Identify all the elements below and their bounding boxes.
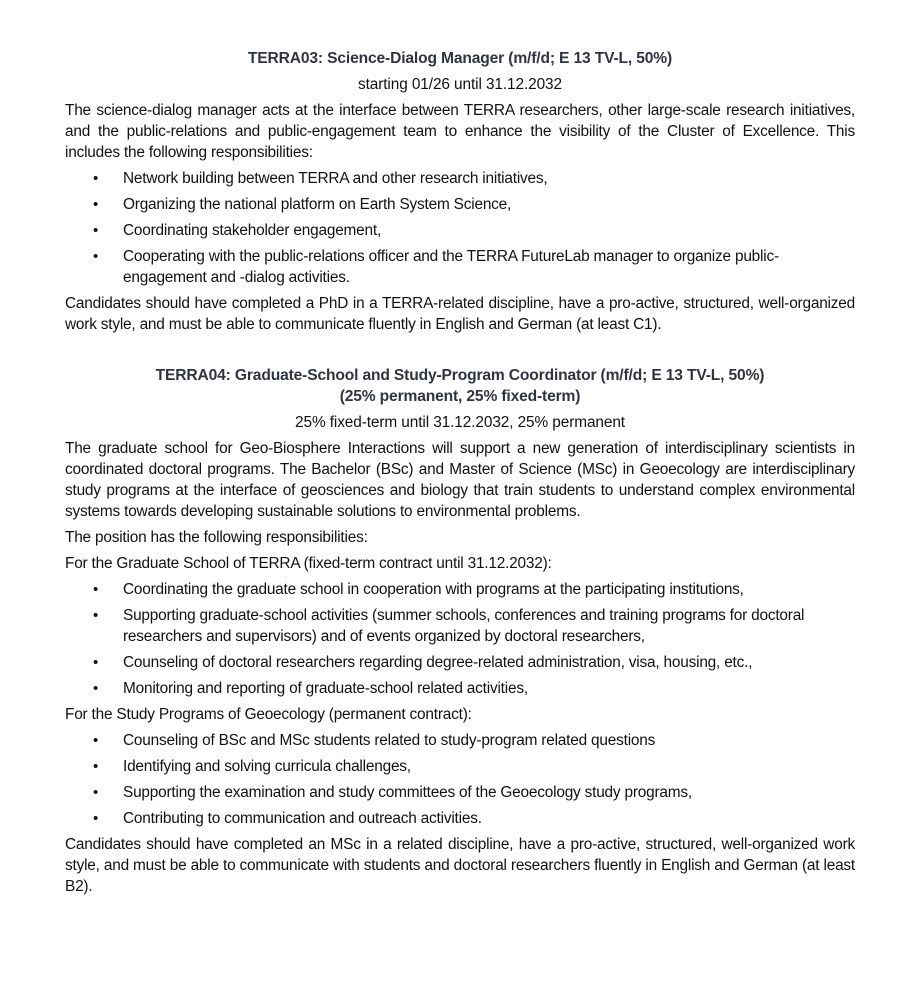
section-spacer: [65, 340, 855, 365]
bullet-icon: •: [93, 222, 99, 239]
list-item: • Coordinating stakeholder engagement,: [93, 222, 382, 239]
bullet-icon: •: [93, 680, 99, 697]
list-item: • Cooperating with the public-relations officer and the TERRA FutureLab manager to organize public-engagement and -dialog activities.: [93, 248, 779, 286]
candidate-requirements: Candidates should have completed an MSc in a related discipline, have a pro-active, structured, well-organized work style, and must be able to communicate with students and doctoral researchers fluently in English and German (at least B2).: [65, 836, 855, 895]
list-item: • Supporting graduate-school activities (summer schools, conferences and training programs for doctoral researchers and supervisors) and of events organized by doctoral researchers,: [93, 607, 805, 645]
responsibilities-list: [65, 168, 855, 288]
list-item: • Supporting the examination and study committees of the Geoecology study programs,: [93, 784, 692, 801]
list-item: • Organizing the national platform on Earth System Science,: [93, 196, 512, 213]
list-item: • Contributing to communication and outreach activities.: [93, 810, 482, 827]
study-programs-label: For the Study Programs of Geoecology (permanent contract):: [65, 706, 472, 723]
bullet-icon: •: [93, 654, 99, 671]
position-title: TERRA03: Science-Dialog Manager (m/f/d; E 13 TV-L, 50%): [247, 50, 673, 67]
candidate-requirements: Candidates should have completed a PhD in a TERRA-related discipline, have a pro-active, structured, well-organized work style, and must be able to communicate fluently in English and German (at least C1).: [65, 295, 855, 333]
list-item: • Counseling of doctoral researchers regarding degree-related administration, visa, housing, etc.,: [93, 654, 753, 671]
position-description: The graduate school for Geo-Biosphere Interactions will support a new generation of interdisciplinary scientists in coordinated doctoral programs. The Bachelor (BSc) and Master of Science (MSc) in Geoecology are interdisciplinary study programs at the interface of geosciences and biology that train students to understand complex environmental systems towards developing sustainable solutions to environmental problems.: [65, 440, 855, 520]
position-title: TERRA04: Graduate-School and Study-Program Coordinator (m/f/d; E 13 TV-L, 50%) (25% permanent, 25% fixed-term): [155, 367, 765, 405]
study-programs-responsibilities: [65, 730, 855, 829]
bullet-icon: •: [93, 248, 99, 265]
bullet-icon: •: [93, 196, 99, 213]
bullet-icon: •: [93, 810, 99, 827]
list-item: • Coordinating the graduate school in cooperation with programs at the participating institutions,: [93, 581, 744, 598]
list-item: • Network building between TERRA and other research initiatives,: [93, 170, 548, 187]
position-term: starting 01/26 until 31.12.2032: [358, 76, 562, 93]
list-item: • Counseling of BSc and MSc students related to study-program related questions: [93, 732, 656, 749]
responsibilities-intro: The position has the following responsibilities:: [65, 529, 368, 546]
list-item: • Identifying and solving curricula challenges,: [93, 758, 411, 775]
position-terra04: [65, 365, 855, 897]
bullet-icon: •: [93, 581, 99, 598]
graduate-school-responsibilities: [65, 579, 855, 699]
position-description: The science-dialog manager acts at the interface between TERRA researchers, other large-scale research initiatives, and the public-relations and public-engagement team to enhance the visibility of the Cluster of Excellence. This includes the following responsibilities:: [65, 102, 855, 161]
list-item: • Monitoring and reporting of graduate-school related activities,: [93, 680, 528, 697]
bullet-icon: •: [93, 758, 99, 775]
bullet-icon: •: [93, 784, 99, 801]
bullet-icon: •: [93, 732, 99, 749]
bullet-icon: •: [93, 170, 99, 187]
bullet-icon: •: [93, 607, 99, 624]
position-term: 25% fixed-term until 31.12.2032, 25% permanent: [295, 414, 625, 431]
graduate-school-label: For the Graduate School of TERRA (fixed-term contract until 31.12.2032):: [65, 555, 552, 572]
position-terra03: [65, 48, 855, 335]
